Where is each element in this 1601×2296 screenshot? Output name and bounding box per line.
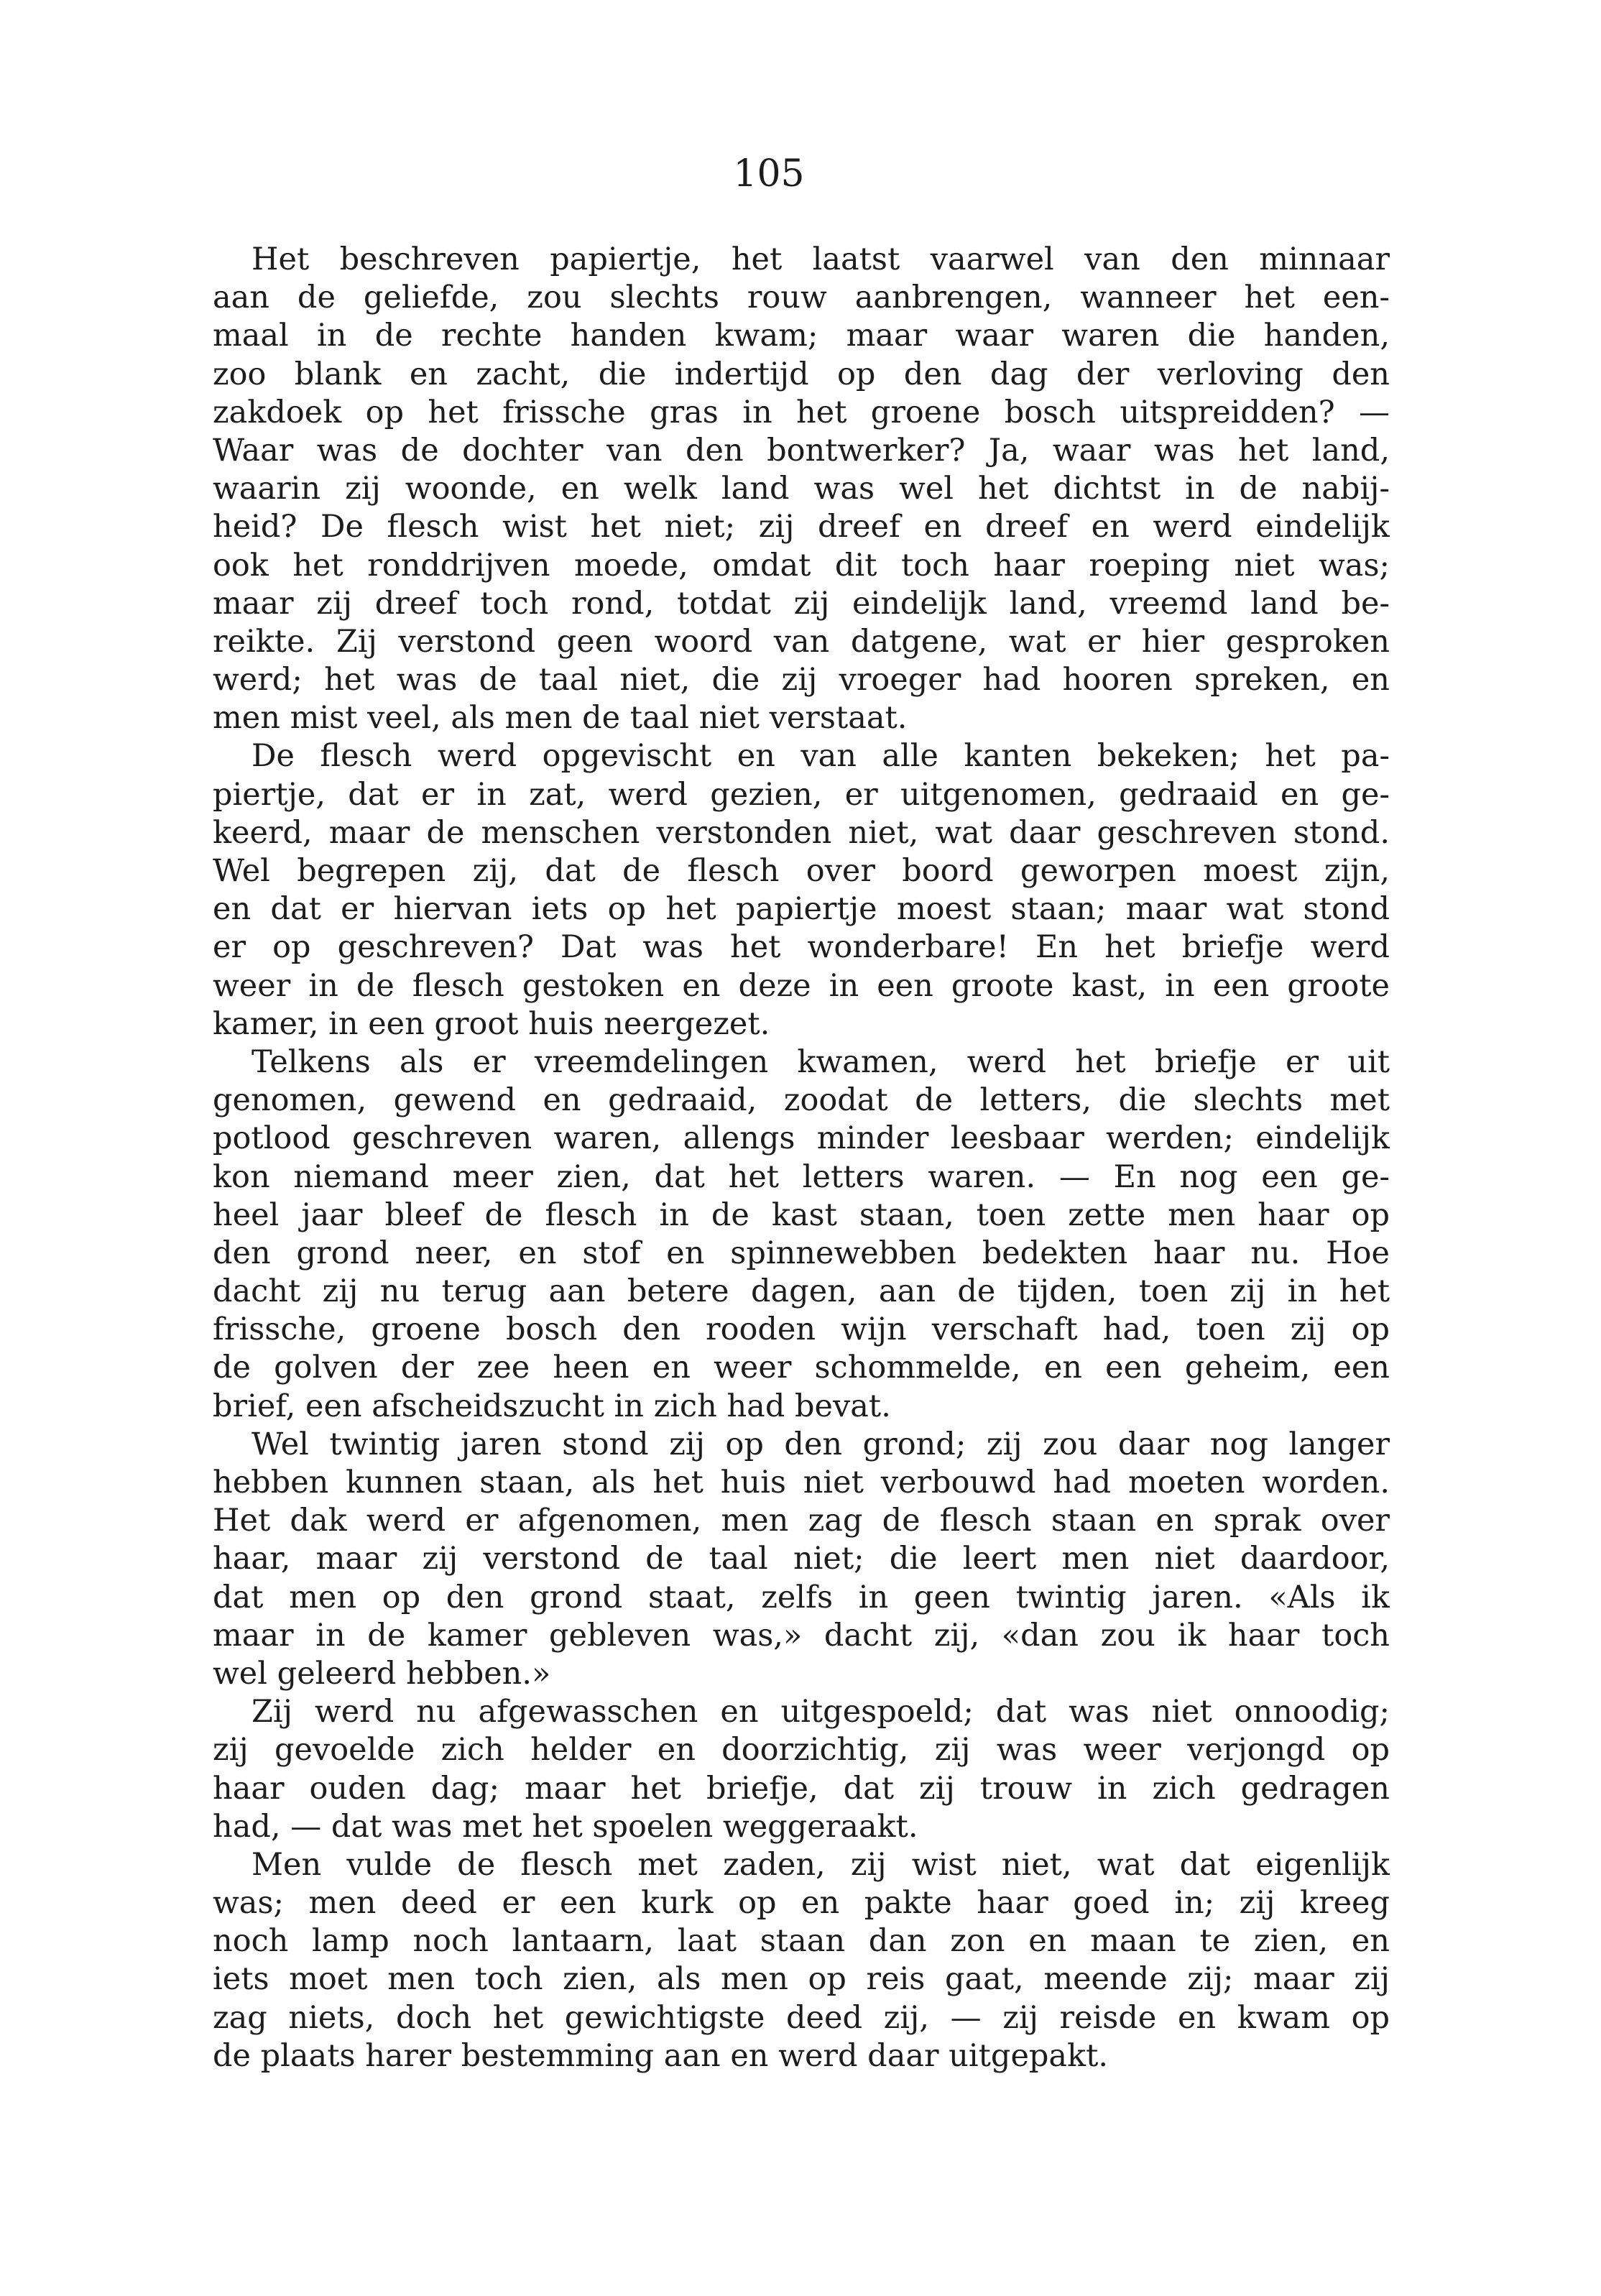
text-line: de plaats harer bestemming aan en werd daar uitgepakt. xyxy=(213,2037,1109,2074)
text-line: reikte. Zij verstond geen woord van datgene, wat er hier gesproken xyxy=(213,623,1390,660)
text-line: dat men op den grond staat, zelfs in geen twintig jaren. «Als ik xyxy=(213,1579,1390,1615)
text-line: brief, een afscheidszucht in zich had bevat. xyxy=(213,1388,891,1424)
text-line: was; men deed er een kurk op en pakte haar goed in; zij kreeg xyxy=(213,1885,1390,1922)
text-line: piertje, dat er in zat, werd gezien, er uitgenomen, gedraaid en ge- xyxy=(213,776,1390,813)
text-line: den grond neer, en stof en spinnewebben bedekten haar nu. Hoe xyxy=(213,1235,1390,1271)
text-line: Wel begrepen zij, dat de flesch over boord geworpen moest zijn, xyxy=(213,853,1390,889)
text-line: frissche, groene bosch den rooden wijn verschaft had, toen zij op xyxy=(213,1311,1390,1348)
text-line: heid? De flesch wist het niet; zij dreef en dreef en werd eindelijk xyxy=(213,509,1390,545)
text-line: wel geleerd hebben.» xyxy=(213,1655,551,1692)
text-line: zag niets, doch het gewichtigste deed zij, — zij reisde en kwam op xyxy=(213,1999,1390,2036)
text-line: men mist veel, als men de taal niet verstaat. xyxy=(213,700,908,737)
text-line: aan de geliefde, zou slechts rouw aanbrengen, wanneer het een- xyxy=(213,280,1390,316)
paragraph xyxy=(213,1846,1390,2075)
text-column xyxy=(213,241,1390,2075)
text-line: dacht zij nu terug aan betere dagen, aan de tijden, toen zij in het xyxy=(213,1273,1390,1310)
text-line: noch lamp noch lantaarn, laat staan dan zon en maan te zien, en xyxy=(213,1923,1390,1960)
paragraph xyxy=(213,241,1390,737)
text-line: kamer, in een groot huis neergezet. xyxy=(213,1005,770,1042)
paragraph xyxy=(213,1693,1390,1846)
text-line: maal in de rechte handen kwam; maar waar waren die handen, xyxy=(213,318,1390,354)
text-line: Waar was de dochter van den bontwerker? Ja, waar was het land, xyxy=(213,432,1390,469)
text-line: Telkens als er vreemdelingen kwamen, werd het briefje er uit xyxy=(252,1043,1390,1080)
page-number: 105 xyxy=(733,152,805,195)
text-line: heel jaar bleef de flesch in de kast staan, toen zette men haar op xyxy=(213,1197,1390,1233)
text-line: haar, maar zij verstond de taal niet; die leert men niet daardoor, xyxy=(213,1541,1390,1577)
text-line: kon niemand meer zien, dat het letters waren. — En nog een ge- xyxy=(213,1158,1390,1195)
text-line: weer in de flesch gestoken en deze in een groote kast, in een groote xyxy=(213,967,1390,1004)
text-line: er op geschreven? Dat was het wonderbare! En het briefje werd xyxy=(213,929,1390,966)
text-line: zij gevoelde zich helder en doorzichtig, zij was weer verjongd op xyxy=(213,1732,1390,1769)
text-line: Het dak werd er afgenomen, men zag de flesch staan en sprak over xyxy=(213,1503,1390,1539)
text-line: zakdoek op het frissche gras in het groene bosch uitspreidden? — xyxy=(213,394,1390,430)
text-line: werd; het was de taal niet, die zij vroeger had hooren spreken, en xyxy=(213,662,1390,699)
text-line: de golven der zee heen en weer schommelde, en een geheim, een xyxy=(213,1350,1390,1386)
text-line: maar in de kamer gebleven was,» dacht zij, «dan zou ik haar toch xyxy=(213,1617,1390,1654)
text-line: haar ouden dag; maar het briefje, dat zij trouw in zich gedragen xyxy=(213,1770,1390,1807)
text-line: potlood geschreven waren, allengs minder leesbaar werden; eindelijk xyxy=(213,1120,1390,1157)
text-line: had, — dat was met het spoelen weggeraakt. xyxy=(213,1808,918,1845)
text-line: Men vulde de flesch met zaden, zij wist niet, wat dat eigenlijk xyxy=(252,1846,1390,1883)
text-line: Zij werd nu afgewasschen en uitgespoeld; dat was niet onnoodig; xyxy=(252,1694,1390,1730)
text-line: en dat er hiervan iets op het papiertje moest staan; maar wat stond xyxy=(213,891,1390,928)
text-line: waarin zij woonde, en welk land was wel het dichtst in de nabij- xyxy=(213,471,1390,507)
paragraph xyxy=(213,1043,1390,1426)
text-line: maar zij dreef toch rond, totdat zij eindelijk land, vreemd land be- xyxy=(213,585,1390,622)
text-line: hebben kunnen staan, als het huis niet verbouwd had moeten worden. xyxy=(213,1465,1390,1500)
text-line: iets moet men toch zien, als men op reis gaat, meende zij; maar zij xyxy=(213,1961,1390,1998)
paragraph xyxy=(213,1426,1390,1693)
text-line: De flesch werd opgevischt en van alle kanten bekeken; het pa- xyxy=(252,738,1390,775)
text-line: genomen, gewend en gedraaid, zoodat de letters, die slechts met xyxy=(213,1082,1390,1119)
paragraph xyxy=(213,737,1390,1043)
text-line: zoo blank en zacht, die indertijd op den dag der verloving den xyxy=(213,356,1390,392)
text-line: ook het ronddrijven moede, omdat dit toch haar roeping niet was; xyxy=(213,547,1390,584)
text-line: Wel twintig jaren stond zij op den grond; zij zou daar nog langer xyxy=(252,1426,1390,1462)
text-line: keerd, maar de menschen verstonden niet, wat daar geschreven stond. xyxy=(213,814,1390,851)
text-line: Het beschreven papiertje, het laatst vaarwel van den minnaar xyxy=(252,241,1390,277)
